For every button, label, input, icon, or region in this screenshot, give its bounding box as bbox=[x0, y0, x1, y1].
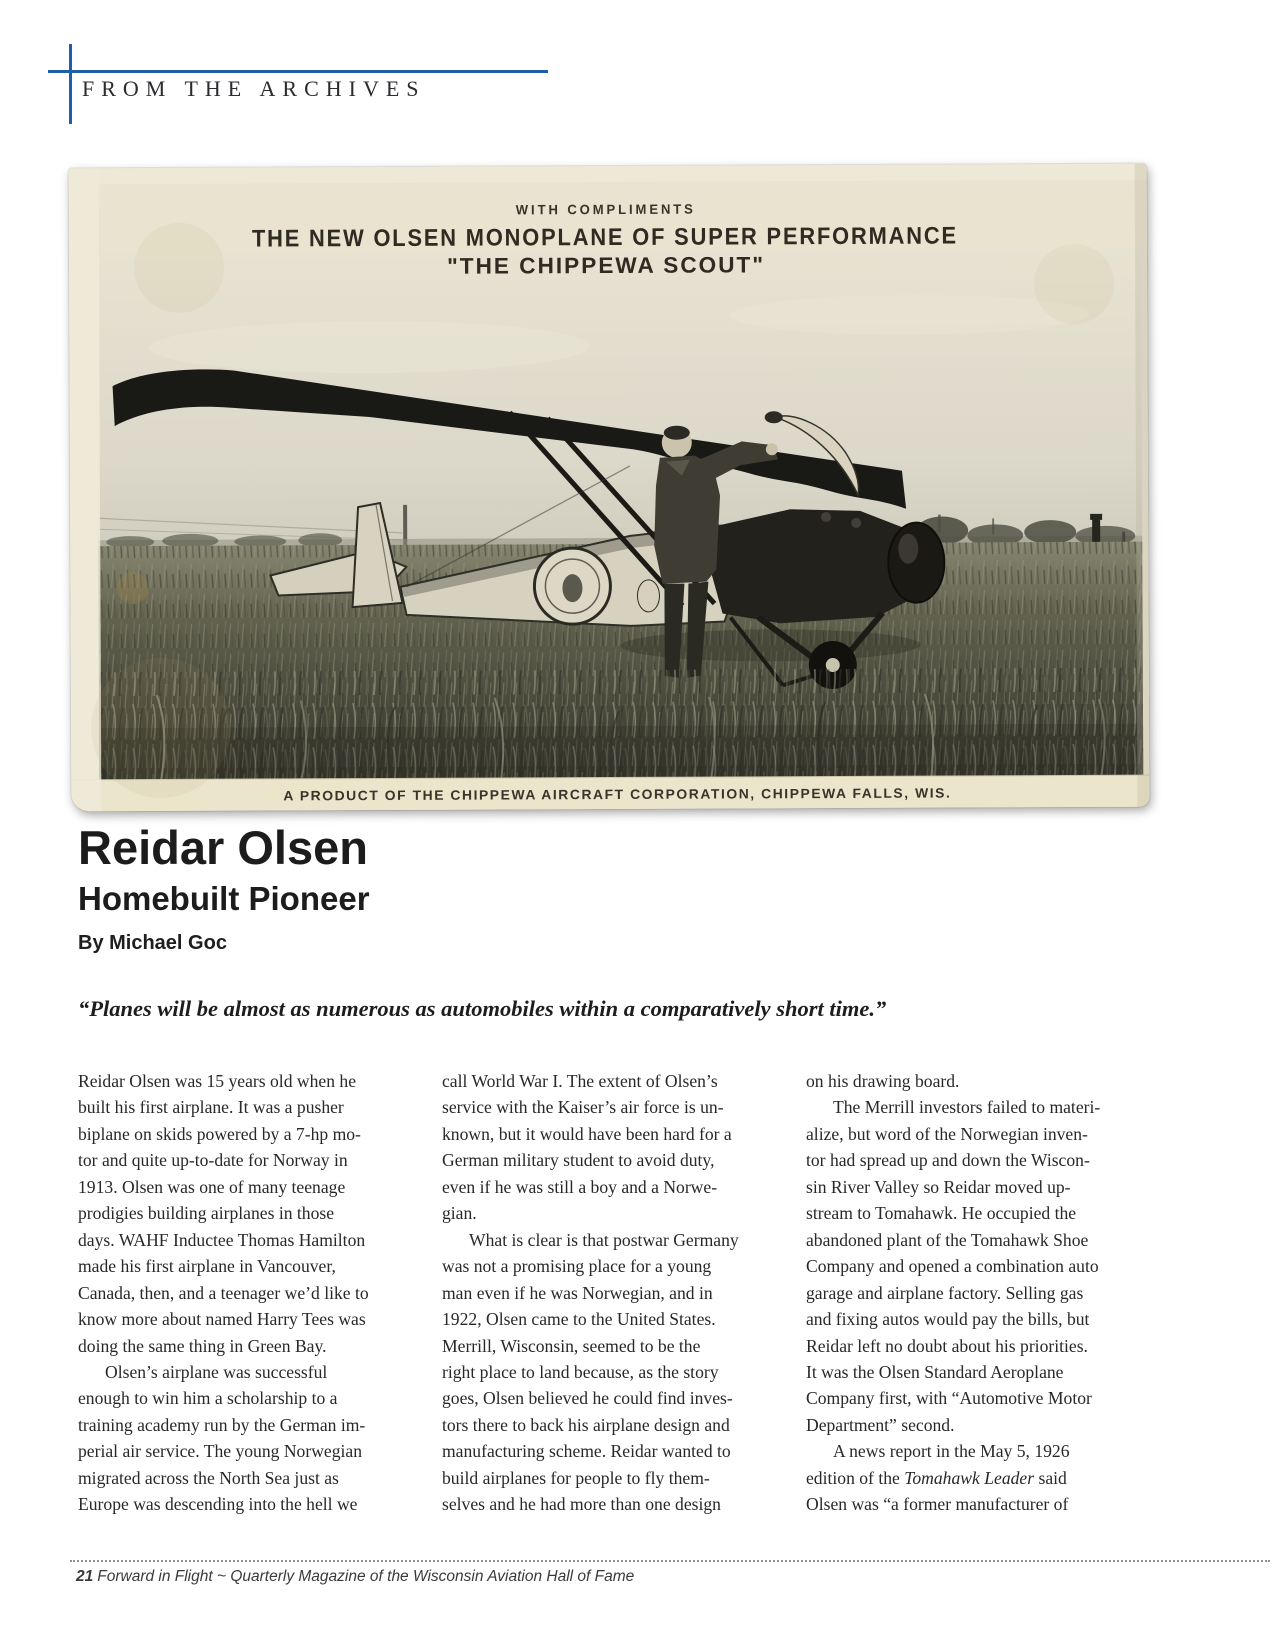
footer-magazine-title: Forward in Flight ~ Quarterly Magazine of the Wisconsin Aviation Hall of Fame bbox=[97, 1568, 635, 1585]
header-horizontal-rule bbox=[48, 70, 548, 73]
page-number: 21 bbox=[76, 1568, 94, 1585]
text-line: It was the Olsen Standard Aeroplane bbox=[806, 1361, 1064, 1382]
foreground-shade bbox=[99, 724, 1143, 783]
cowl-highlight bbox=[898, 534, 918, 564]
text-line: was not a promising place for a young bbox=[442, 1256, 712, 1277]
text-line: The Merrill investors failed to materi- bbox=[833, 1097, 1101, 1118]
text-line: edition of the Tomahawk Leader said bbox=[806, 1467, 1067, 1488]
text-line: Company and opened a combination auto bbox=[806, 1256, 1099, 1277]
text-line: What is clear is that postwar Germany bbox=[469, 1229, 739, 1250]
text-line: sin River Valley so Reidar moved up- bbox=[806, 1176, 1071, 1197]
text-line: on his drawing board. bbox=[806, 1071, 960, 1091]
fuselage-logo-bird bbox=[562, 574, 582, 602]
article-body bbox=[78, 1068, 1138, 1518]
footer bbox=[76, 1568, 634, 1586]
pilot-hand bbox=[766, 443, 778, 455]
photo-illustration bbox=[69, 164, 1150, 812]
text-line: Reidar left no doubt about his priorities. bbox=[806, 1335, 1088, 1356]
pilot-bag bbox=[637, 580, 659, 612]
text-line: call World War I. The extent of Olsen’s bbox=[442, 1071, 718, 1091]
text-line: Olsen was “a former manufacturer of bbox=[806, 1494, 1069, 1515]
section-header: FROM THE ARCHIVES bbox=[82, 76, 426, 101]
text-line: tor and quite up-to-date for Norway in bbox=[78, 1150, 348, 1171]
engine-detail bbox=[821, 512, 831, 522]
text-line: known, but it would have been hard for a bbox=[442, 1123, 732, 1144]
article-column-2 bbox=[442, 1068, 766, 1518]
pull-quote: “Planes will be almost as numerous as automobiles within a comparatively short time.” bbox=[78, 996, 887, 1021]
text-line: know more about named Harry Tees was bbox=[78, 1309, 366, 1330]
text-line: even if he was still a boy and a Norwe- bbox=[442, 1176, 718, 1197]
photo-caption-title: THE NEW OLSEN MONOPLANE OF SUPER PERFORMANCE bbox=[251, 222, 1027, 253]
text-line: tors there to back his airplane design and bbox=[442, 1414, 730, 1435]
text-line: training academy run by the German im- bbox=[78, 1414, 366, 1435]
article-column-3 bbox=[806, 1068, 1130, 1518]
article-byline: By Michael Goc bbox=[78, 932, 227, 954]
text-line: migrated across the North Sea just as bbox=[78, 1467, 339, 1488]
text-line: 1922, Olsen came to the United States. bbox=[442, 1309, 716, 1330]
text-line: made his first airplane in Vancouver, bbox=[78, 1256, 336, 1277]
text-line: Olsen’s airplane was successful bbox=[105, 1361, 328, 1382]
text-line: Company first, with “Automotive Motor bbox=[806, 1388, 1092, 1409]
archive-photo bbox=[69, 164, 1150, 812]
footer-rule bbox=[70, 1560, 1270, 1562]
text-line: Canada, then, and a teenager we’d like to bbox=[78, 1282, 369, 1303]
text-line: alize, but word of the Norwegian inven- bbox=[806, 1123, 1088, 1144]
text-line: abandoned plant of the Tomahawk Shoe bbox=[806, 1229, 1089, 1250]
text-line: German military student to avoid duty, bbox=[442, 1150, 715, 1171]
stain bbox=[116, 572, 148, 604]
text-line: selves and he had more than one design bbox=[442, 1494, 721, 1515]
photo-caption-compliments: WITH COMPLIMENTS bbox=[515, 201, 702, 218]
text-line: perial air service. The young Norwegian bbox=[78, 1441, 362, 1462]
text-line: right place to land because, as the story bbox=[442, 1361, 719, 1382]
text-line: enough to win him a scholarship to a bbox=[78, 1388, 338, 1409]
text-line: gian. bbox=[442, 1203, 477, 1224]
text-line: service with the Kaiser’s air force is un- bbox=[442, 1097, 724, 1118]
text-line: manufacturing scheme. Reidar wanted to bbox=[442, 1441, 731, 1462]
text-line: Merrill, Wisconsin, seemed to be the bbox=[442, 1335, 701, 1356]
article-subtitle: Homebuilt Pioneer bbox=[78, 880, 370, 917]
text-line: built his first airplane. It was a pusher bbox=[78, 1097, 344, 1118]
text-line: 1913. Olsen was one of many teenage bbox=[78, 1176, 346, 1197]
stain bbox=[91, 658, 232, 799]
photo-caption-subtitle: "THE CHIPPEWA SCOUT" bbox=[446, 252, 764, 279]
text-line: man even if he was Norwegian, and in bbox=[442, 1282, 713, 1303]
header-vertical-rule bbox=[69, 44, 72, 124]
text-line: garage and airplane factory. Selling gas bbox=[806, 1282, 1084, 1303]
text-line: biplane on skids powered by a 7-hp mo- bbox=[78, 1123, 361, 1144]
pilot-hair bbox=[664, 426, 690, 440]
stain bbox=[134, 223, 224, 313]
text-line: Europe was descending into the hell we bbox=[78, 1494, 358, 1515]
photo-caption-bottom: A PRODUCT OF THE CHIPPEWA AIRCRAFT CORPORATION, CHIPPEWA FALLS, WIS. bbox=[283, 785, 933, 804]
stain bbox=[1034, 244, 1114, 324]
text-line: Department” second. bbox=[806, 1414, 955, 1435]
pilot-jacket bbox=[654, 456, 721, 584]
article-column-1 bbox=[78, 1068, 402, 1518]
article-title: Reidar Olsen bbox=[78, 821, 368, 874]
text-line: prodigies building airplanes in those bbox=[78, 1203, 335, 1224]
text-line: goes, Olsen believed he could find inves- bbox=[442, 1388, 733, 1409]
text-line: Reidar Olsen was 15 years old when he bbox=[78, 1071, 357, 1091]
text-line: A news report in the May 5, 1926 bbox=[833, 1441, 1070, 1462]
text-line: stream to Tomahawk. He occupied the bbox=[806, 1203, 1077, 1224]
text-line: doing the same thing in Green Bay. bbox=[78, 1335, 327, 1356]
cowl bbox=[888, 523, 944, 603]
text-line: build airplanes for people to fly them- bbox=[442, 1467, 710, 1488]
engine-detail bbox=[851, 518, 861, 528]
text-line: days. WAHF Inductee Thomas Hamilton bbox=[78, 1229, 366, 1250]
text-line: tor had spread up and down the Wiscon- bbox=[806, 1150, 1090, 1171]
text-line: and fixing autos would pay the bills, but bbox=[806, 1309, 1090, 1330]
propeller-tip bbox=[765, 411, 783, 423]
